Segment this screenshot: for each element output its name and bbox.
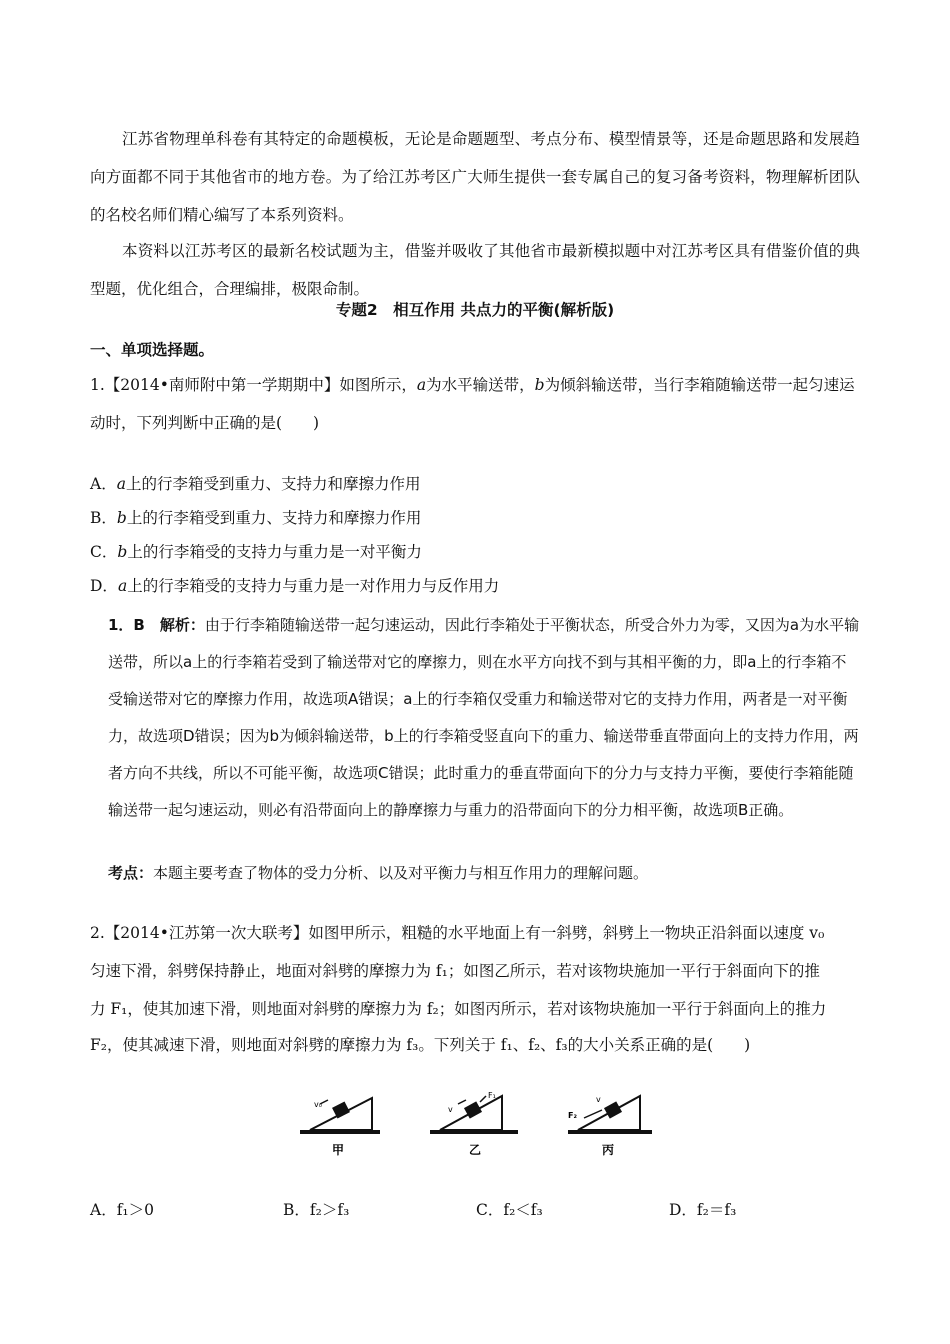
label-bing: 丙 bbox=[602, 1143, 615, 1157]
incline-figure bbox=[290, 1090, 660, 1162]
question-1-answer: 1．B 解析：由于行李箱随输送带一起匀速运动，因此行李箱处于平衡状态，所受合外力为零，又因为a为水平输送带，所以a上的行李箱若受到了输送带对它的摩擦力，则在水平方向找不到与其相平衡的力，即a上的行李箱不受输送带对它的摩擦力作用，故选项A错误；a上的行李箱仅受重力和输送带对它的支持力作用，两者是一对平衡力，故选项D错误；因为b为倾斜输送带，b上的行李箱受竖直向下的重力、输送带垂直带面向上的支持力作用，两者方向不共线，所以不可能平衡，故选项C错误；此时重力的垂直带面向下的分力与支持力平衡，要使行李箱能随输送带一起匀速运动，则必有沿带面向上的静摩擦力与重力的沿带面向下的分力相平衡，故选项B正确。 bbox=[108, 616, 860, 819]
label-v: v bbox=[448, 1105, 453, 1114]
page-title: 专题2 相互作用 共点力的平衡(解析版) bbox=[335, 301, 615, 319]
question-1-option-c: C．b上的行李箱受的支持力与重力是一对平衡力 bbox=[90, 543, 422, 561]
intro-paragraph-1: 江苏省物理单科卷有其特定的命题模板，无论是命题题型、考点分布、模型情景等，还是命题思路和发展趋向方面都不同于其他省市的地方卷。为了给江苏考区广大师生提供一套专属自己的复习备考资料，物理解析团队的名校名师们精心编写了本系列资料。 bbox=[90, 130, 860, 224]
incline-yi bbox=[430, 1091, 518, 1157]
question-1-keypoint: 考点：本题主要考查了物体的受力分析、以及对平衡力与相互作用力的理解问题。 bbox=[108, 864, 649, 882]
question-2-option-c: C．f₂＜f₃ bbox=[476, 1201, 543, 1219]
question-2-options bbox=[0, 1198, 950, 1222]
question-2-line-1: 2.【2014•江苏第一次大联考】如图甲所示，粗糙的水平地面上有一斜劈，斜劈上一物块正沿斜面以速度 v₀ bbox=[90, 924, 825, 942]
question-2-option-a: A．f₁＞0 bbox=[90, 1201, 155, 1219]
question-2-option-b: B．f₂＞f₃ bbox=[283, 1201, 350, 1219]
label-F1: F₁ bbox=[488, 1091, 496, 1100]
label-jia: 甲 bbox=[332, 1143, 345, 1157]
question-1-stem: 1.【2014•南师附中第一学期期中】如图所示，a为水平输送带，b为倾斜输送带，当行李箱随输送带一起匀速运动时，下列判断中正确的是( ) bbox=[90, 376, 855, 432]
question-2-line-3: 力 F₁，使其加速下滑，则地面对斜劈的摩擦力为 f₂；如图丙所示，若对该物块施加一平行于斜面向上的推力 bbox=[90, 1000, 827, 1018]
section-heading: 一、单项选择题。 bbox=[90, 341, 215, 359]
question-2-option-d: D．f₂＝f₃ bbox=[669, 1201, 737, 1219]
label-v-bing: v bbox=[596, 1095, 601, 1104]
question-1-option-d: D．a上的行李箱受的支持力与重力是一对作用力与反作用力 bbox=[90, 577, 500, 595]
label-F2: F₂ bbox=[568, 1111, 577, 1120]
incline-bing bbox=[568, 1095, 652, 1157]
question-1-option-a: A．a上的行李箱受到重力、支持力和摩擦力作用 bbox=[90, 475, 421, 493]
label-v0: v₀ bbox=[314, 1100, 322, 1109]
question-2-line-4: F₂，使其减速下滑，则地面对斜劈的摩擦力为 f₃。下列关于 f₁、f₂、f₃的大小关系正确的是( ) bbox=[90, 1036, 751, 1054]
label-yi: 乙 bbox=[469, 1143, 482, 1157]
intro-paragraph-2: 本资料以江苏考区的最新名校试题为主，借鉴并吸收了其他省市最新模拟题中对江苏考区具有借鉴价值的典型题，优化组合，合理编排，极限命制。 bbox=[90, 242, 860, 298]
question-1-option-b: B．b上的行李箱受到重力、支持力和摩擦力作用 bbox=[90, 509, 422, 527]
incline-jia bbox=[300, 1098, 380, 1157]
question-2-line-2: 匀速下滑，斜劈保持静止，地面对斜劈的摩擦力为 f₁；如图乙所示，若对该物块施加一平行于斜面向下的推 bbox=[90, 962, 820, 980]
